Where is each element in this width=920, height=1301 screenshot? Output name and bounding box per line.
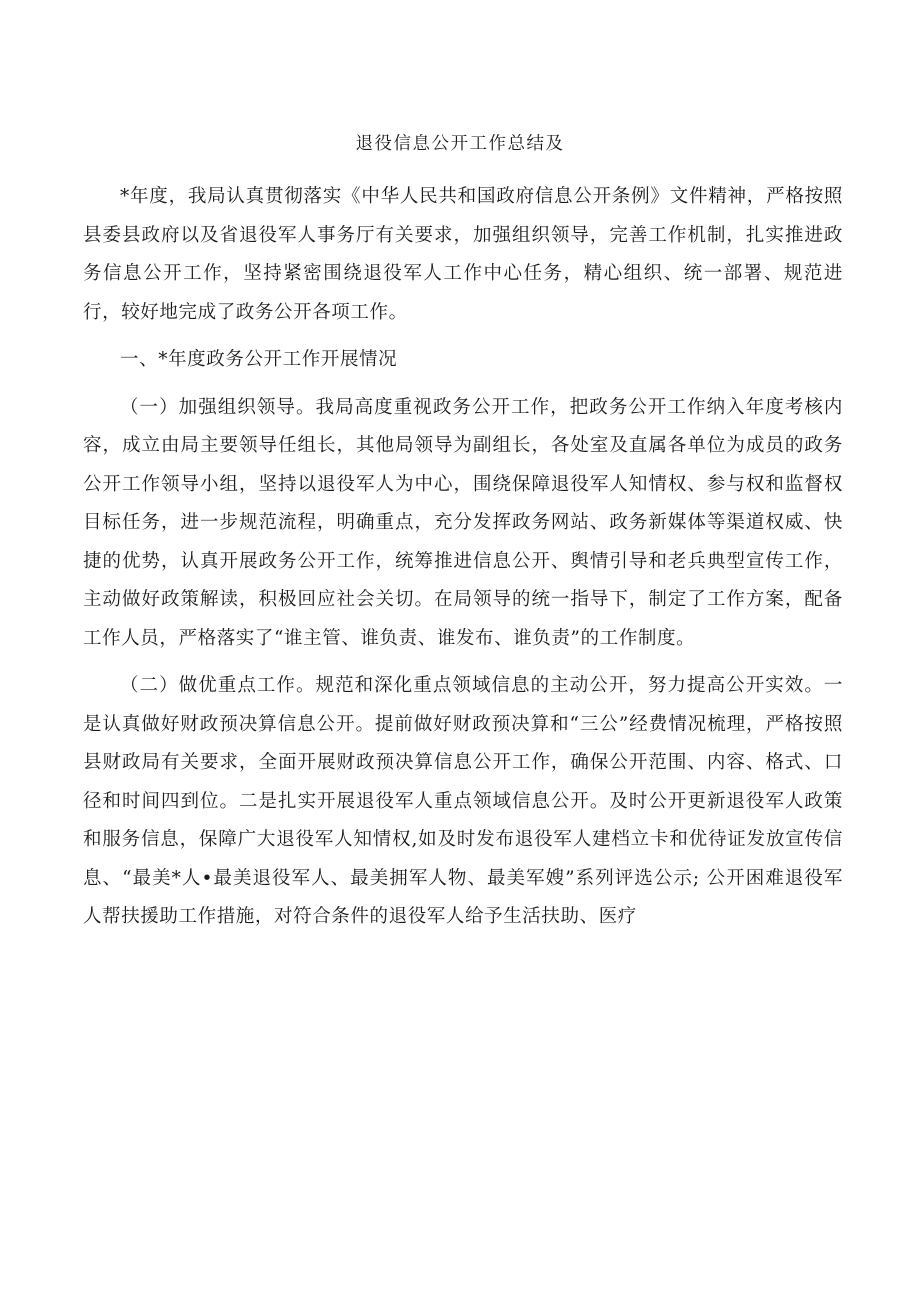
section-heading: 一、*年度政务公开工作开展情况	[120, 349, 398, 370]
paragraph-key-work: （二）做优重点工作。规范和深化重点领域信息的主动公开，努力提高公开实效。一是认真做好财政预决算信息公开。提前做好财政预决算和“三公”经费情况梳理，严格按照县财政局有关要求，全面开展财政预决算信息公开工作，确保公开范围、内容、格式、口径和时间四到位。二是扎实开展退役军人重点领域信息公开。及时公开更新退役军人政策和服务信息，保障广大退役军人知情权,如及时发布退役军人建档立卡和优待证发放宣传信息、“最美*人•最美退役军人、最美拥军人物、最美军嫂”系列评选公示; 公开困难退役军人帮扶援助工作措施，对符合条件的退役军人给予生活扶助、医疗	[83, 675, 843, 927]
intro-paragraph: *年度，我局认真贯彻落实《中华人民共和国政府信息公开条例》文件精神，严格按照县委县政府以及省退役军人事务厅有关要求，加强组织领导，完善工作机制，扎实推进政务信息公开工作，坚持紧密围绕退役军人工作中心任务，精心组织、统一部署、规范进行，较好地完成了政务公开各项工作。	[83, 186, 843, 323]
paragraph-organization: （一）加强组织领导。我局高度重视政务公开工作，把政务公开工作纳入年度考核内容，成立由局主要领导任组长，其他局领导为副组长，各处室及直属各单位为成员的政务公开工作领导小组，坚持以退役军人为中心，围绕保障退役军人知情权、参与权和监督权目标任务，进一步规范流程，明确重点，充分发挥政务网站、政务新媒体等渠道权威、快捷的优势，认真开展政务公开工作，统筹推进信息公开、舆情引导和老兵典型宣传工作，主动做好政策解读，积极回应社会关切。在局领导的统一指导下，制定了工作方案，配备工作人员，严格落实了“谁主管、谁负责、谁发布、谁负责”的工作制度。	[83, 396, 843, 649]
document-body	[83, 178, 843, 937]
document-title: 退役信息公开工作总结及	[355, 134, 565, 154]
